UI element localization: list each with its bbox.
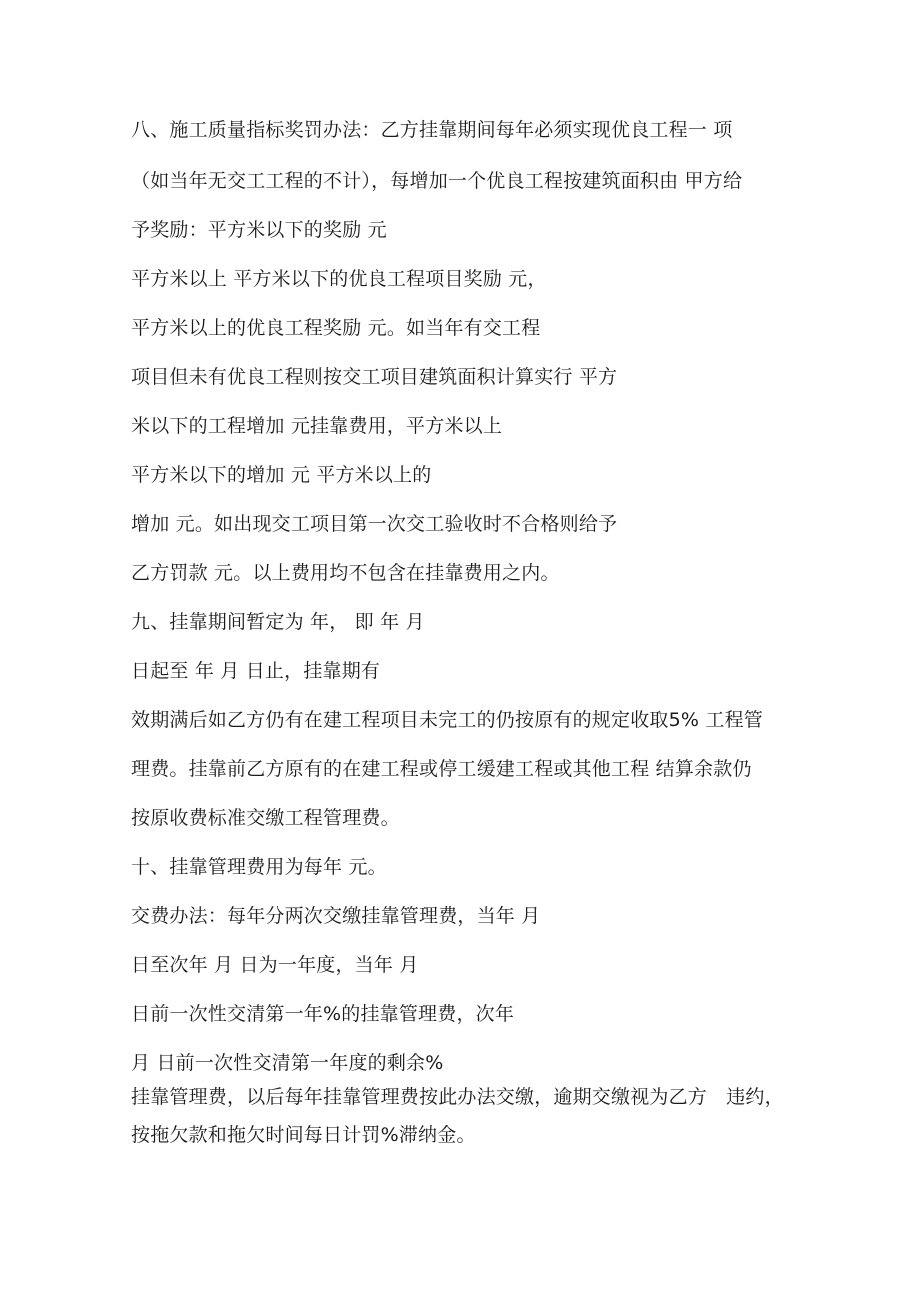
text-line: 按拖欠款和拖欠时间每日计罚%滞纳金。 bbox=[131, 1124, 476, 1146]
text-line: 交费办法：每年分两次交缴挂靠管理费，当年 月 bbox=[131, 905, 541, 927]
text-line: 月 日前一次性交清第一年度的剩余% bbox=[131, 1052, 444, 1074]
text-line: 乙方罚款 元。以上费用均不包含在挂靠费用之内。 bbox=[131, 562, 560, 584]
text-line: 日起至 年 月 日止，挂靠期有 bbox=[131, 660, 381, 682]
text-line: 挂靠管理费，以后每年挂靠管理费按此办法交缴，逾期交缴视为乙方 违约， bbox=[131, 1086, 784, 1108]
text-line: （如当年无交工工程的不计），每增加一个优良工程按建筑面积由 甲方给 bbox=[131, 170, 743, 192]
text-line: 按原收费标准交缴工程管理费。 bbox=[131, 807, 400, 829]
text-line: 十、挂靠管理费用为每年 元。 bbox=[131, 856, 387, 878]
text-line: 九、挂靠期间暂定为 年， 即 年 月 bbox=[131, 611, 425, 633]
text-line: 平方米以上的优良工程奖励 元。如当年有交工程 bbox=[131, 317, 541, 339]
text-line: 效期满后如乙方仍有在建工程项目未完工的仍按原有的规定收取5% 工程管 bbox=[131, 709, 763, 731]
text-line: 增加 元。如出现交工项目第一次交工验收时不合格则给予 bbox=[131, 513, 618, 535]
text-line: 理费。挂靠前乙方原有的在建工程或停工缓建工程或其他工程 结算余款仍 bbox=[131, 758, 752, 780]
text-line: 予奖励：平方米以下的奖励 元 bbox=[131, 219, 387, 241]
text-line: 米以下的工程增加 元挂靠费用，平方米以上 bbox=[131, 415, 503, 437]
text-line: 八、施工质量指标奖罚办法：乙方挂靠期间每年必须实现优良工程一 项 bbox=[131, 119, 733, 141]
text-line: 项目但未有优良工程则按交工项目建筑面积计算实行 平方 bbox=[131, 366, 618, 388]
text-line: 平方米以上 平方米以下的优良工程项目奖励 元， bbox=[131, 268, 547, 290]
text-line: 平方米以下的增加 元 平方米以上的 bbox=[131, 464, 432, 486]
text-line: 日前一次性交清第一年%的挂靠管理费，次年 bbox=[131, 1003, 515, 1025]
text-line: 日至次年 月 日为一年度，当年 月 bbox=[131, 954, 419, 976]
